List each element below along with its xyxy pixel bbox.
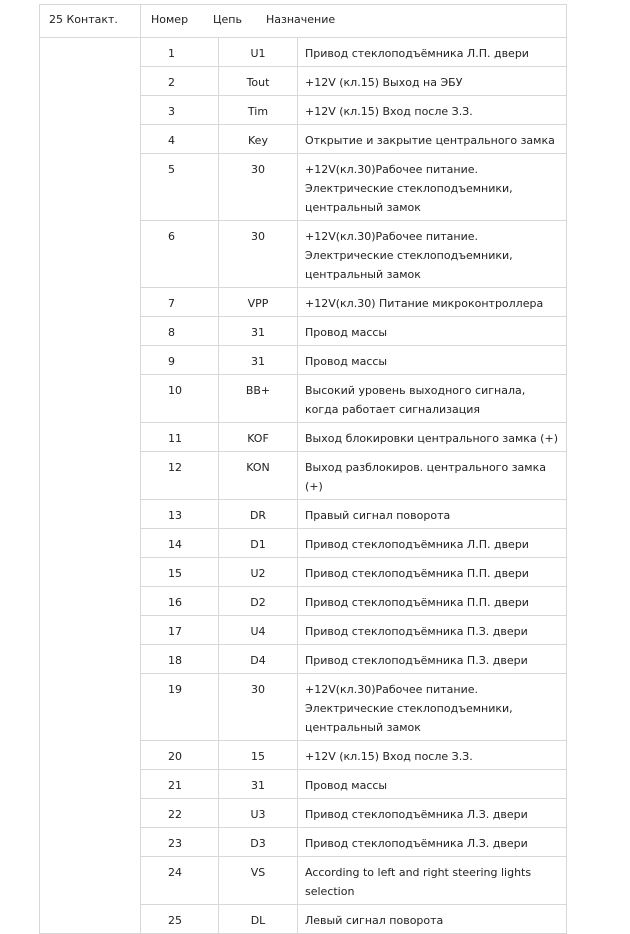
pin-circuit: Tim	[219, 96, 298, 125]
pin-circuit: U4	[219, 616, 298, 645]
pin-number: 21	[141, 770, 219, 799]
pin-circuit: D4	[219, 645, 298, 674]
pin-description: Привод стеклоподъёмника П.П. двери	[298, 558, 567, 587]
pin-description: Привод стеклоподъёмника П.З. двери	[298, 616, 567, 645]
pin-circuit: D2	[219, 587, 298, 616]
pin-number: 24	[141, 857, 219, 905]
pin-circuit: DL	[219, 905, 298, 934]
pinout-table	[39, 4, 567, 934]
pin-circuit: 15	[219, 741, 298, 770]
pin-description: +12V (кл.15) Выход на ЭБУ	[298, 67, 567, 96]
pin-description: Провод массы	[298, 346, 567, 375]
pin-description: +12V(кл.30)Рабочее питание. Электрические стеклоподъемники, центральный замок	[298, 674, 567, 741]
pin-circuit: 30	[219, 221, 298, 288]
pin-number: 16	[141, 587, 219, 616]
header-purpose: Назначение	[266, 13, 336, 26]
pin-number: 22	[141, 799, 219, 828]
pin-circuit: VS	[219, 857, 298, 905]
pin-number: 4	[141, 125, 219, 154]
pin-circuit: Tout	[219, 67, 298, 96]
pin-circuit: 30	[219, 674, 298, 741]
pin-circuit: Key	[219, 125, 298, 154]
pin-number: 15	[141, 558, 219, 587]
pin-circuit: D3	[219, 828, 298, 857]
pin-number: 10	[141, 375, 219, 423]
header-number: Номер	[151, 13, 189, 26]
pin-circuit: BB+	[219, 375, 298, 423]
header-columns-cell	[141, 5, 567, 38]
pin-description: Высокий уровень выходного сигнала, когда работает сигнализация	[298, 375, 567, 423]
pin-number: 12	[141, 452, 219, 500]
pin-description: Выход разблокиров. центрального замка (+)	[298, 452, 567, 500]
pin-number: 23	[141, 828, 219, 857]
pin-circuit: U3	[219, 799, 298, 828]
pin-description: +12V(кл.30) Питание микроконтроллера	[298, 288, 567, 317]
pin-number: 6	[141, 221, 219, 288]
pin-number: 9	[141, 346, 219, 375]
pin-description: Правый сигнал поворота	[298, 500, 567, 529]
header-row	[40, 5, 567, 38]
pin-number: 18	[141, 645, 219, 674]
pin-circuit: DR	[219, 500, 298, 529]
pin-number: 11	[141, 423, 219, 452]
pin-number: 5	[141, 154, 219, 221]
header-contacts: 25 Контакт.	[49, 13, 118, 26]
pin-number: 13	[141, 500, 219, 529]
pin-circuit: KOF	[219, 423, 298, 452]
pin-description: Привод стеклоподъёмника П.П. двери	[298, 587, 567, 616]
pin-circuit: 31	[219, 317, 298, 346]
pin-circuit: KON	[219, 452, 298, 500]
pin-circuit: 31	[219, 770, 298, 799]
pin-number: 25	[141, 905, 219, 934]
pin-description: Левый сигнал поворота	[298, 905, 567, 934]
pin-circuit: U1	[219, 38, 298, 67]
pin-description: Привод стеклоподъёмника Л.П. двери	[298, 529, 567, 558]
pin-description: Выход блокировки центрального замка (+)	[298, 423, 567, 452]
pin-number: 1	[141, 38, 219, 67]
pin-number: 7	[141, 288, 219, 317]
pin-description: Привод стеклоподъёмника Л.П. двери	[298, 38, 567, 67]
pin-description: Привод стеклоподъёмника Л.З. двери	[298, 828, 567, 857]
contacts-side-cell	[40, 38, 141, 934]
pin-number: 14	[141, 529, 219, 558]
pin-circuit: D1	[219, 529, 298, 558]
pin-circuit: 30	[219, 154, 298, 221]
pin-circuit: VPP	[219, 288, 298, 317]
pin-description: Привод стеклоподъёмника Л.З. двери	[298, 799, 567, 828]
header-contacts-cell	[40, 5, 141, 38]
pin-description: +12V(кл.30)Рабочее питание. Электрические стеклоподъемники, центральный замок	[298, 221, 567, 288]
pin-description: According to left and right steering lights selection	[298, 857, 567, 905]
pin-description: Провод массы	[298, 317, 567, 346]
pin-description: Провод массы	[298, 770, 567, 799]
pin-number: 2	[141, 67, 219, 96]
pin-description: Привод стеклоподъёмника П.З. двери	[298, 645, 567, 674]
pin-circuit: U2	[219, 558, 298, 587]
pin-number: 19	[141, 674, 219, 741]
pin-number: 8	[141, 317, 219, 346]
pin-description: +12V (кл.15) Вход после З.З.	[298, 96, 567, 125]
pin-circuit: 31	[219, 346, 298, 375]
pin-description: Открытие и закрытие центрального замка	[298, 125, 567, 154]
pin-number: 17	[141, 616, 219, 645]
pin-number: 20	[141, 741, 219, 770]
pin-description: +12V (кл.15) Вход после З.З.	[298, 741, 567, 770]
pin-description: +12V(кл.30)Рабочее питание. Электрические стеклоподъемники, центральный замок	[298, 154, 567, 221]
table-row	[40, 38, 567, 67]
pinout-table-body	[40, 5, 567, 934]
header-circuit: Цепь	[213, 13, 242, 26]
pin-number: 3	[141, 96, 219, 125]
